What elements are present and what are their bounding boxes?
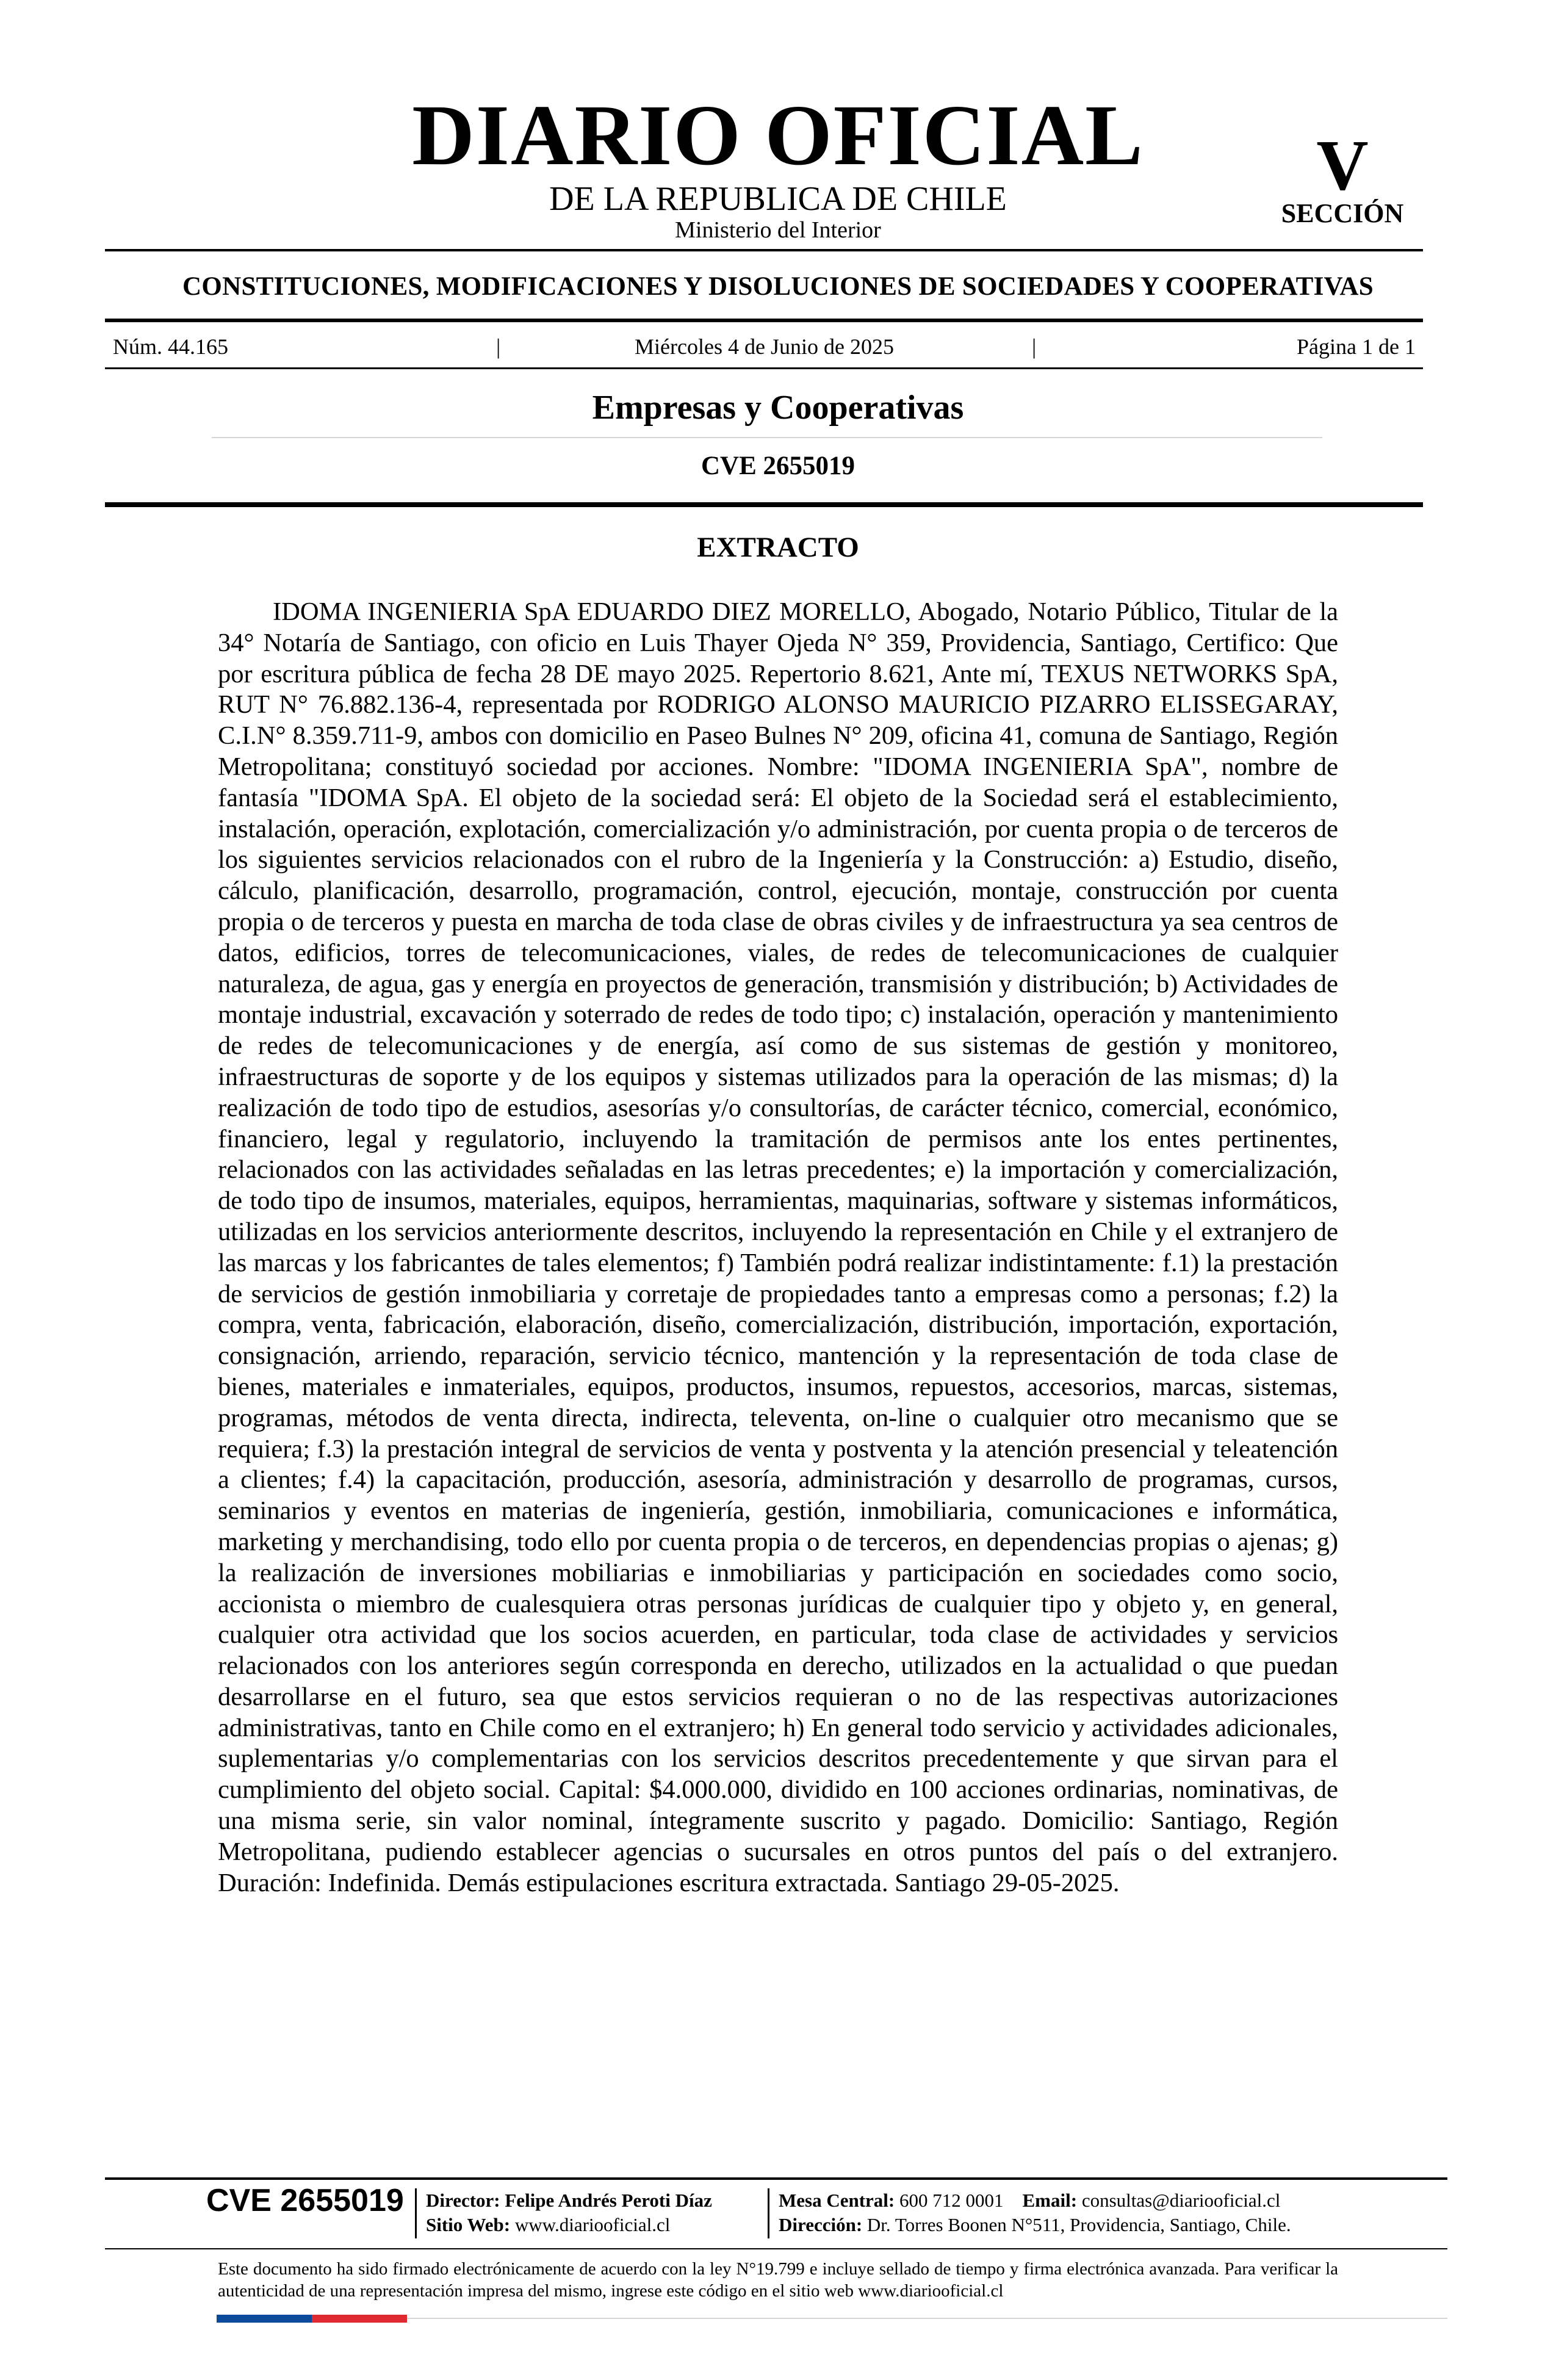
section-heading-underline (212, 437, 1322, 438)
masthead-divider (105, 249, 1423, 251)
footer-director-block (426, 2188, 712, 2237)
stripe-red-segment (312, 2315, 407, 2323)
director-name: Felipe Andrés Peroti Díaz (505, 2190, 712, 2211)
footer-column-divider (415, 2188, 417, 2238)
section-heading: Empresas y Cooperativas (592, 389, 964, 427)
extract-body-text: IDOMA INGENIERIA SpA EDUARDO DIEZ MORELLO, Abogado, Notario Público, Titular de la 34° Notaría de Santiago, con oficio en Luis Thayer Ojeda N° 359, Providencia, Santiago, Certifico: Que por escritura pública de fecha 28 DE mayo 2025. Repertorio 8.621, Ante mí, TEXUS NETWORKS SpA, RUT N° 76.882.136-4, representada por RODRIGO ALONSO MAURICIO PIZARRO ELISSEGARAY, C.I.N° 8.359.711-9, ambos con domicilio en Paseo Bulnes N° 209, oficina 41, comuna de Santiago, Región Metropolitana; constituyó sociedad por acciones. Nombre: "IDOMA INGENIERIA SpA", nombre de fantasía "IDOMA SpA. El objeto de la sociedad será: El objeto de la Sociedad será el establecimiento, instalación, operación, explotación, comercialización y/o administración, por cuenta propia o de terceros de los siguientes servicios relacionados con el rubro de la Ingeniería y la Construcción: a) Estudio, diseño, cálculo, planificación, desarrollo, programación, control, ejecución, montaje, construcción por cuenta propia o de terceros y puesta en marcha de toda clase de obras civiles y de infraestructura ya sea centros de datos, edificios, torres de telecomunicaciones, viales, de redes de telecomunicaciones de cualquier naturaleza, de agua, gas y energía en proyectos de generación, transmisión y distribución; b) Actividades de montaje industrial, excavación y soterrado de redes de todo tipo; c) instalación, operación y mantenimiento de redes de telecomunicaciones y de energía, así como de sus sistemas de gestión y monitoreo, infraestructuras de soporte y de los equipos y sistemas utilizados para la operación de las mismas; d) la realización de todo tipo de estudios, asesorías y/o consultorías, de carácter técnico, comercial, económico, financiero, legal y regulatorio, incluyendo la tramitación de permisos ante los entes pertinentes, relacionados con las actividades señaladas en las letras precedentes; e) la importación y comercialización, de todo tipo de insumos, materiales, equipos, herramientas, maquinarias, software y sistemas informáticos, utilizadas en los servicios anteriormente descritos, incluyendo la representación en Chile y el extranjero de las marcas y los fabricantes de tales elementos; f) También podrá realizar indistintamente: f.1) la prestación de servicios de gestión inmobiliaria y corretaje de propiedades tanto a empresas como a personas; f.2) la compra, venta, fabricación, elaboración, diseño, comercialización, distribución, importación, exportación, consignación, arriendo, reparación, servicio técnico, mantención y la representación de toda clase de bienes, materiales e inmateriales, equipos, productos, insumos, repuestos, accesorios, marcas, sistemas, programas, métodos de venta directa, indirecta, televenta, on-line o cualquier otro mecanismo que se requiera; f.3) la prestación integral de servicios de venta y postventa y la atención presencial y teleatención a clientes; f.4) la capacitación, producción, asesoría, administración y desarrollo de programas, cursos, seminarios y eventos en materias de ingeniería, gestión, inmobiliaria, comunicaciones e informática, marketing y merchandising, todo ello por cuenta propia o de terceros, en dependencias propias o ajenas; g) la realización de inversiones mobiliarias e inmobiliarias y participación en sociedades como socio, accionista o miembro de cualesquiera otras personas jurídicas de cualquier tipo y objeto y, en general, cualquier otra actividad que los socios acuerden, en particular, toda clase de actividades y servicios relacionados con los anteriores según corresponda en derecho, utilizados en la actualidad o que puedan desarrollarse en el futuro, sea que estos servicios requieran o no de las respectivas autorizaciones administrativas, tanto en Chile como en el extranjero; h) En general todo servicio y actividades adicionales, suplementarias y/o complementarias con los servicios descritos precedentemente y que sirvan para el cumplimiento del objeto social. Capital: $4.000.000, dividido en 100 acciones ordinarias, nominativas, de una misma serie, sin valor nominal, íntegramente suscrito y pagado. Domicilio: Santiago, Región Metropolitana, pudiendo establecer agencias o sucursales en otros puntos del país o del extranjero. Duración: Indefinida. Demás estipulaciones escritura extractada. Santiago 29-05-2025. (218, 597, 1338, 1897)
address-label: Dirección: (779, 2214, 863, 2235)
issue-separator: | (1032, 334, 1037, 359)
website-link[interactable]: www.diariooficial.cl (514, 2214, 671, 2235)
masthead-ministry: Ministerio del Interior (675, 217, 881, 243)
masthead-title: DIARIO OFICIAL (412, 87, 1144, 183)
footer-note-rule (105, 2248, 1447, 2249)
page-count: Página 1 de 1 (1297, 334, 1416, 359)
cve-code: CVE 2655019 (701, 452, 855, 480)
phone-number: 600 712 0001 (899, 2190, 1004, 2211)
issue-date: Miércoles 4 de Junio de 2025 (635, 334, 894, 359)
issue-number: Núm. 44.165 (113, 334, 228, 359)
masthead-subtitle: DE LA REPUBLICA DE CHILE (549, 180, 1007, 218)
category-divider (105, 319, 1423, 322)
website-label: Sitio Web: (426, 2214, 511, 2235)
footer-bottom-rule (407, 2318, 1447, 2319)
director-label: Director: (426, 2190, 500, 2211)
issue-separator: | (496, 334, 501, 359)
email-link[interactable]: consultas@diariooficial.cl (1081, 2190, 1281, 2211)
email-label: Email: (1022, 2190, 1078, 2211)
category-title: CONSTITUCIONES, MODIFICACIONES Y DISOLUCIONES DE SOCIEDADES Y COOPERATIVAS (182, 272, 1374, 301)
header-bottom-rule (105, 502, 1423, 507)
section-label: SECCIÓN (1281, 198, 1404, 228)
issue-divider (105, 367, 1423, 369)
address-text: Dr. Torres Boonen N°511, Providencia, Santiago, Chile. (866, 2214, 1291, 2235)
document-title: EXTRACTO (697, 532, 859, 563)
section-letter: V (1316, 125, 1369, 205)
footer-contact-block (779, 2188, 1291, 2237)
flag-color-stripe (217, 2315, 407, 2323)
stripe-blue-segment (217, 2315, 312, 2323)
footer-legal-note: Este documento ha sido firmado electrónicamente de acuerdo con la ley N°19.799 e incluye sellado de tiempo y firma electrónica avanzada. Para verificar la autenticidad de una representación impresa del mismo, ingrese este código en el sitio web www.diariooficial.cl (218, 2259, 1338, 2301)
phone-label: Mesa Central: (779, 2190, 895, 2211)
footer-cve-code: CVE 2655019 (206, 2183, 404, 2218)
footer-top-rule (105, 2177, 1447, 2180)
footer-column-divider (768, 2188, 769, 2238)
